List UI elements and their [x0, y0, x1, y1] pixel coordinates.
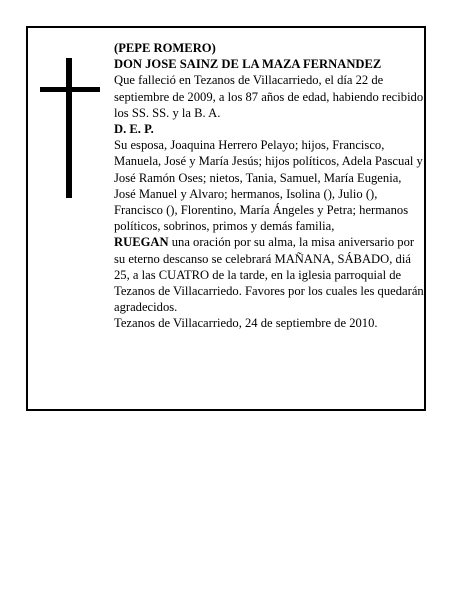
rest-in-peace: D. E. P. — [114, 122, 154, 137]
place-and-date: Tezanos de Villacarriedo, 24 de septiembre de 2010. — [114, 316, 378, 331]
obituary-notice — [26, 26, 426, 411]
cross-horizontal-bar — [40, 87, 100, 92]
request-details: una oración por su alma, la misa aniversario por su eterno descanso se celebrará MAÑANA, SÁBADO, diá 25, a las CUATRO de la tarde, en la iglesia parroquial de Tezanos de Villacarriedo. Favores por los cuales les quedarán agradecidos. — [114, 235, 424, 315]
cross-vertical-bar — [66, 58, 72, 198]
cross-icon — [40, 58, 100, 198]
death-details: Que falleció en Tezanos de Villacarriedo, el día 22 de septiembre de 2009, a los 87 años de edad, habiendo recibido los SS. SS. y la B. A. — [114, 73, 424, 120]
request-word: RUEGAN — [114, 235, 169, 250]
notice-text — [114, 40, 424, 332]
deceased-name: DON JOSE SAINZ DE LA MAZA FERNANDEZ — [114, 57, 382, 72]
mass-request — [114, 234, 424, 315]
deceased-nickname: (PEPE ROMERO) — [114, 41, 216, 55]
family-list: Su esposa, Joaquina Herrero Pelayo; hijos, Francisco, Manuela, José y María Jesús; hijos políticos, Adela Pascual y José Ramón Oses; nietos, Tania, Samuel, María Eugenia, José Manuel y Alvaro; hermanos, Isolina (), Julio (), Francisco (), Florentino, María Ángeles y Petra; hermanos políticos, sobrinos, primos y demás familia, — [114, 138, 423, 234]
